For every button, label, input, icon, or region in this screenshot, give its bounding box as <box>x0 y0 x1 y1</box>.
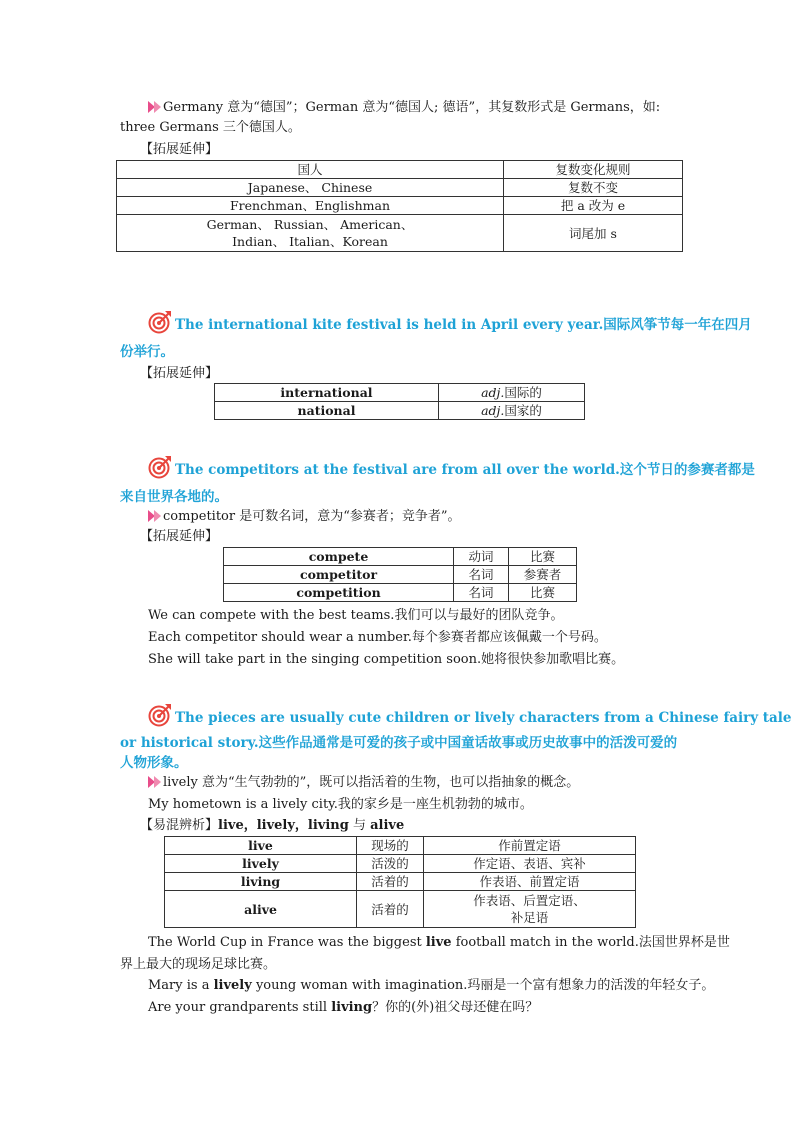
word-cell: national <box>215 402 439 420</box>
word-cell: lively <box>165 855 357 873</box>
heading-text: The international kite festival is held in April every year.国际风筝节每一年在四月 <box>175 317 752 333</box>
word-cell: competitor <box>224 566 454 584</box>
heading-line2: or historical story.这些作品通常是可爱的孩子或中国童话故事或历史故事中的活泼可爱的 <box>120 735 678 751</box>
usage-cell: 作定语、表语、宾补 <box>424 855 636 873</box>
word-cell: international <box>215 384 439 402</box>
example-live-line2: 界上最大的现场足球比赛。 <box>120 957 277 972</box>
compete-table <box>223 547 577 602</box>
heading-kite-festival <box>148 310 752 335</box>
pos-cell: 动词 <box>454 548 509 566</box>
table-row <box>165 855 636 873</box>
target-icon <box>148 310 172 334</box>
ex-text: young woman with imagination.玛丽是一个富有想象力的活泼的年轻女子。 <box>251 978 715 993</box>
table-row <box>165 837 636 855</box>
analysis-label-text: 【易混辨析】 <box>140 818 219 833</box>
note-lively <box>148 774 579 792</box>
meaning-cell: 比赛 <box>509 584 577 602</box>
table-row <box>117 179 683 197</box>
pos-cell: 名词 <box>454 584 509 602</box>
analysis-words: live，lively，living <box>218 818 349 833</box>
double-arrow-icon <box>148 510 162 522</box>
table-row <box>165 891 636 928</box>
word-cell: alive <box>165 891 357 928</box>
note-germany <box>148 99 660 117</box>
heading-text: The competitors at the festival are from all over the world.这个节日的参赛者都是 <box>175 462 755 478</box>
usage-cell <box>424 891 636 928</box>
example-sentence: She will take part in the singing competition soon.她将很快参加歌唱比赛。 <box>148 652 625 667</box>
ext-label: 【拓展延伸】 <box>140 529 219 544</box>
note-text: Germany 意为“德国”；German 意为“德国人; 德语”，其复数形式是 Germans，如: <box>163 100 661 115</box>
ex-text: The World Cup in France was the biggest <box>148 935 426 950</box>
table-row <box>215 384 585 402</box>
people-cell: Frenchman、Englishman <box>117 197 504 215</box>
heading-line2: 来自世界各地的。 <box>120 489 228 505</box>
meaning-cell: 活着的 <box>357 891 424 928</box>
analysis-last: alive <box>370 818 405 833</box>
ex-text: Are your grandparents still <box>148 1000 332 1015</box>
example-sentence: We can compete with the best teams.我们可以与最好的团队竞争。 <box>148 608 564 623</box>
target-icon <box>148 455 172 479</box>
usage-cell: 作表语、前置定语 <box>424 873 636 891</box>
note-line2: three Germans 三个德国人。 <box>120 120 301 135</box>
example-sentence: My hometown is a lively city.我的家乡是一座生机勃勃的城市。 <box>148 797 533 812</box>
rule-cell: 词尾加 s <box>504 215 683 252</box>
note-competitor <box>148 508 461 526</box>
heading-line3: 人物形象。 <box>120 755 188 771</box>
usage-line: 作表语、后置定语、 <box>473 893 586 908</box>
meaning-cell: 活泼的 <box>357 855 424 873</box>
header-cell: 国人 <box>117 161 504 179</box>
table-row <box>224 566 577 584</box>
example-sentence: Each competitor should wear a number.每个参赛者都应该佩戴一个号码。 <box>148 630 607 645</box>
meaning-cell: adj.国家的 <box>439 402 585 420</box>
table-row <box>117 197 683 215</box>
live-comparison-table <box>164 836 636 928</box>
word-cell: live <box>165 837 357 855</box>
word-cell: competition <box>224 584 454 602</box>
ext-label: 【拓展延伸】 <box>140 142 219 157</box>
ex-text: football match in the world.法国世界杯是世 <box>451 935 730 950</box>
example-living <box>148 999 538 1017</box>
people-line: German、 Russian、 American、 <box>206 217 414 232</box>
note-text: lively 意为“生气勃勃的”，既可以指活着的生物，也可以指抽象的概念。 <box>163 775 580 790</box>
heading-pieces <box>148 703 792 728</box>
meaning-cell: 现场的 <box>357 837 424 855</box>
double-arrow-icon <box>148 101 162 113</box>
table-row <box>165 873 636 891</box>
nationality-table <box>116 160 683 252</box>
word-cell: compete <box>224 548 454 566</box>
heading-competitors <box>148 455 755 480</box>
meaning-cell: 参赛者 <box>509 566 577 584</box>
table-row <box>224 584 577 602</box>
header-cell: 复数变化规则 <box>504 161 683 179</box>
ex-text: Mary is a <box>148 978 214 993</box>
ex-text: ？你的(外)祖父母还健在吗？ <box>372 1000 539 1015</box>
international-table <box>214 383 585 420</box>
note-text: competitor 是可数名词，意为“参赛者；竞争者”。 <box>163 509 461 524</box>
example-lively <box>148 977 714 995</box>
table-row <box>117 215 683 252</box>
usage-cell: 作前置定语 <box>424 837 636 855</box>
pos-cell: 名词 <box>454 566 509 584</box>
ex-keyword: live <box>425 935 452 950</box>
table-header-row <box>117 161 683 179</box>
heading-text: The pieces are usually cute children or lively characters from a Chinese fairy tale <box>175 710 792 726</box>
meaning-cell: 比赛 <box>509 548 577 566</box>
analysis-label <box>140 817 404 835</box>
table-row <box>215 402 585 420</box>
people-cell <box>117 215 504 252</box>
ex-keyword: living <box>331 1000 373 1015</box>
word-cell: living <box>165 873 357 891</box>
rule-cell: 复数不变 <box>504 179 683 197</box>
people-line: Indian、 Italian、Korean <box>232 234 388 249</box>
heading-line2: 份举行。 <box>120 344 174 360</box>
rule-cell: 把 a 改为 e <box>504 197 683 215</box>
double-arrow-icon <box>148 776 162 788</box>
meaning-text: 国际的 <box>504 385 542 400</box>
meaning-text: 国家的 <box>504 403 542 418</box>
usage-line: 补足语 <box>510 910 549 925</box>
people-cell: Japanese、 Chinese <box>117 179 504 197</box>
ext-label: 【拓展延伸】 <box>140 366 219 381</box>
table-row <box>224 548 577 566</box>
meaning-cell: adj.国际的 <box>439 384 585 402</box>
meaning-cell: 活着的 <box>357 873 424 891</box>
ex-keyword: lively <box>213 978 252 993</box>
target-icon <box>148 703 172 727</box>
analysis-and: 与 <box>348 818 371 833</box>
example-live <box>148 934 730 952</box>
